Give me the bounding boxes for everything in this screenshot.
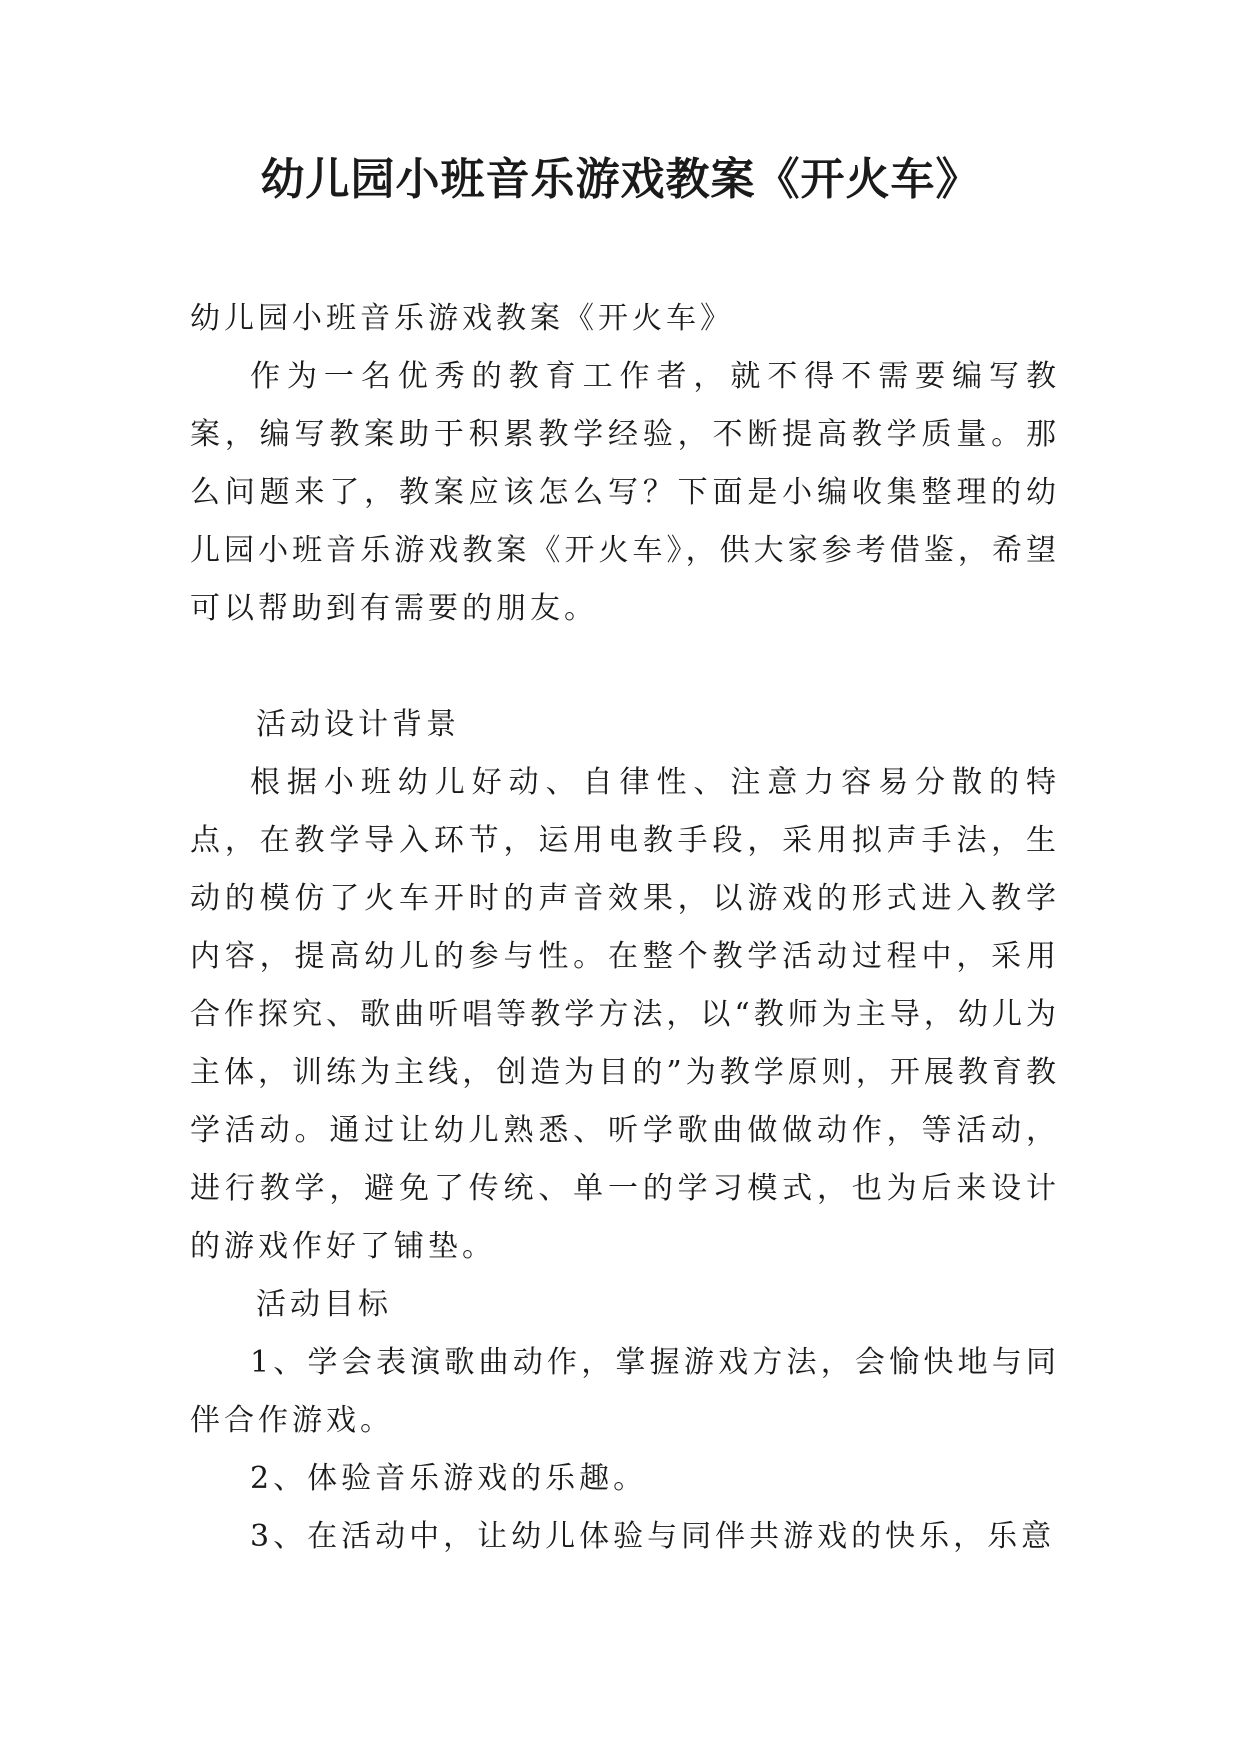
background-paragraph: 根据小班幼儿好动、自律性、注意力容易分散的特点，在教学导入环节，运用电教手段，采用拟声手法，生动的模仿了火车开时的声音效果，以游戏的形式进入教学内容，提高幼儿的参与性。在整个教学活动过程中，采用合作探究、歌曲听唱等教学方法，以“教师为主导，幼儿为主体，训练为主线，创造为目的”为教学原则，开展教育教学活动。通过让幼儿熟悉、听学歌曲做做动作，等活动，进行教学，避免了传统、单一的学习模式，也为后来设计的游戏作好了铺垫。	[190, 765, 1060, 1264]
document-subtitle: 幼儿园小班音乐游戏教案《开火车》	[190, 301, 734, 336]
document-body	[190, 290, 1060, 1566]
document-title: 幼儿园小班音乐游戏教案《开火车》	[260, 154, 981, 205]
goal-item-2: 2、体验音乐游戏的乐趣。	[250, 1461, 648, 1496]
section-heading-background: 活动设计背景	[256, 707, 460, 742]
intro-paragraph: 作为一名优秀的教育工作者，就不得不需要编写教案，编写教案助于积累教学经验，不断提高教学质量。那么问题来了，教案应该怎么写？下面是小编收集整理的幼儿园小班音乐游戏教案《开火车》，供大家参考借鉴，希望可以帮助到有需要的朋友。	[190, 359, 1060, 626]
paragraph-gap	[190, 638, 1060, 696]
goal-item-1: 1、学会表演歌曲动作，掌握游戏方法，会愉快地与同伴合作游戏。	[190, 1345, 1060, 1438]
section-heading-goals: 活动目标	[256, 1287, 392, 1322]
goal-item-3: 3、在活动中，让幼儿体验与同伴共游戏的快乐，乐意	[250, 1519, 1056, 1554]
